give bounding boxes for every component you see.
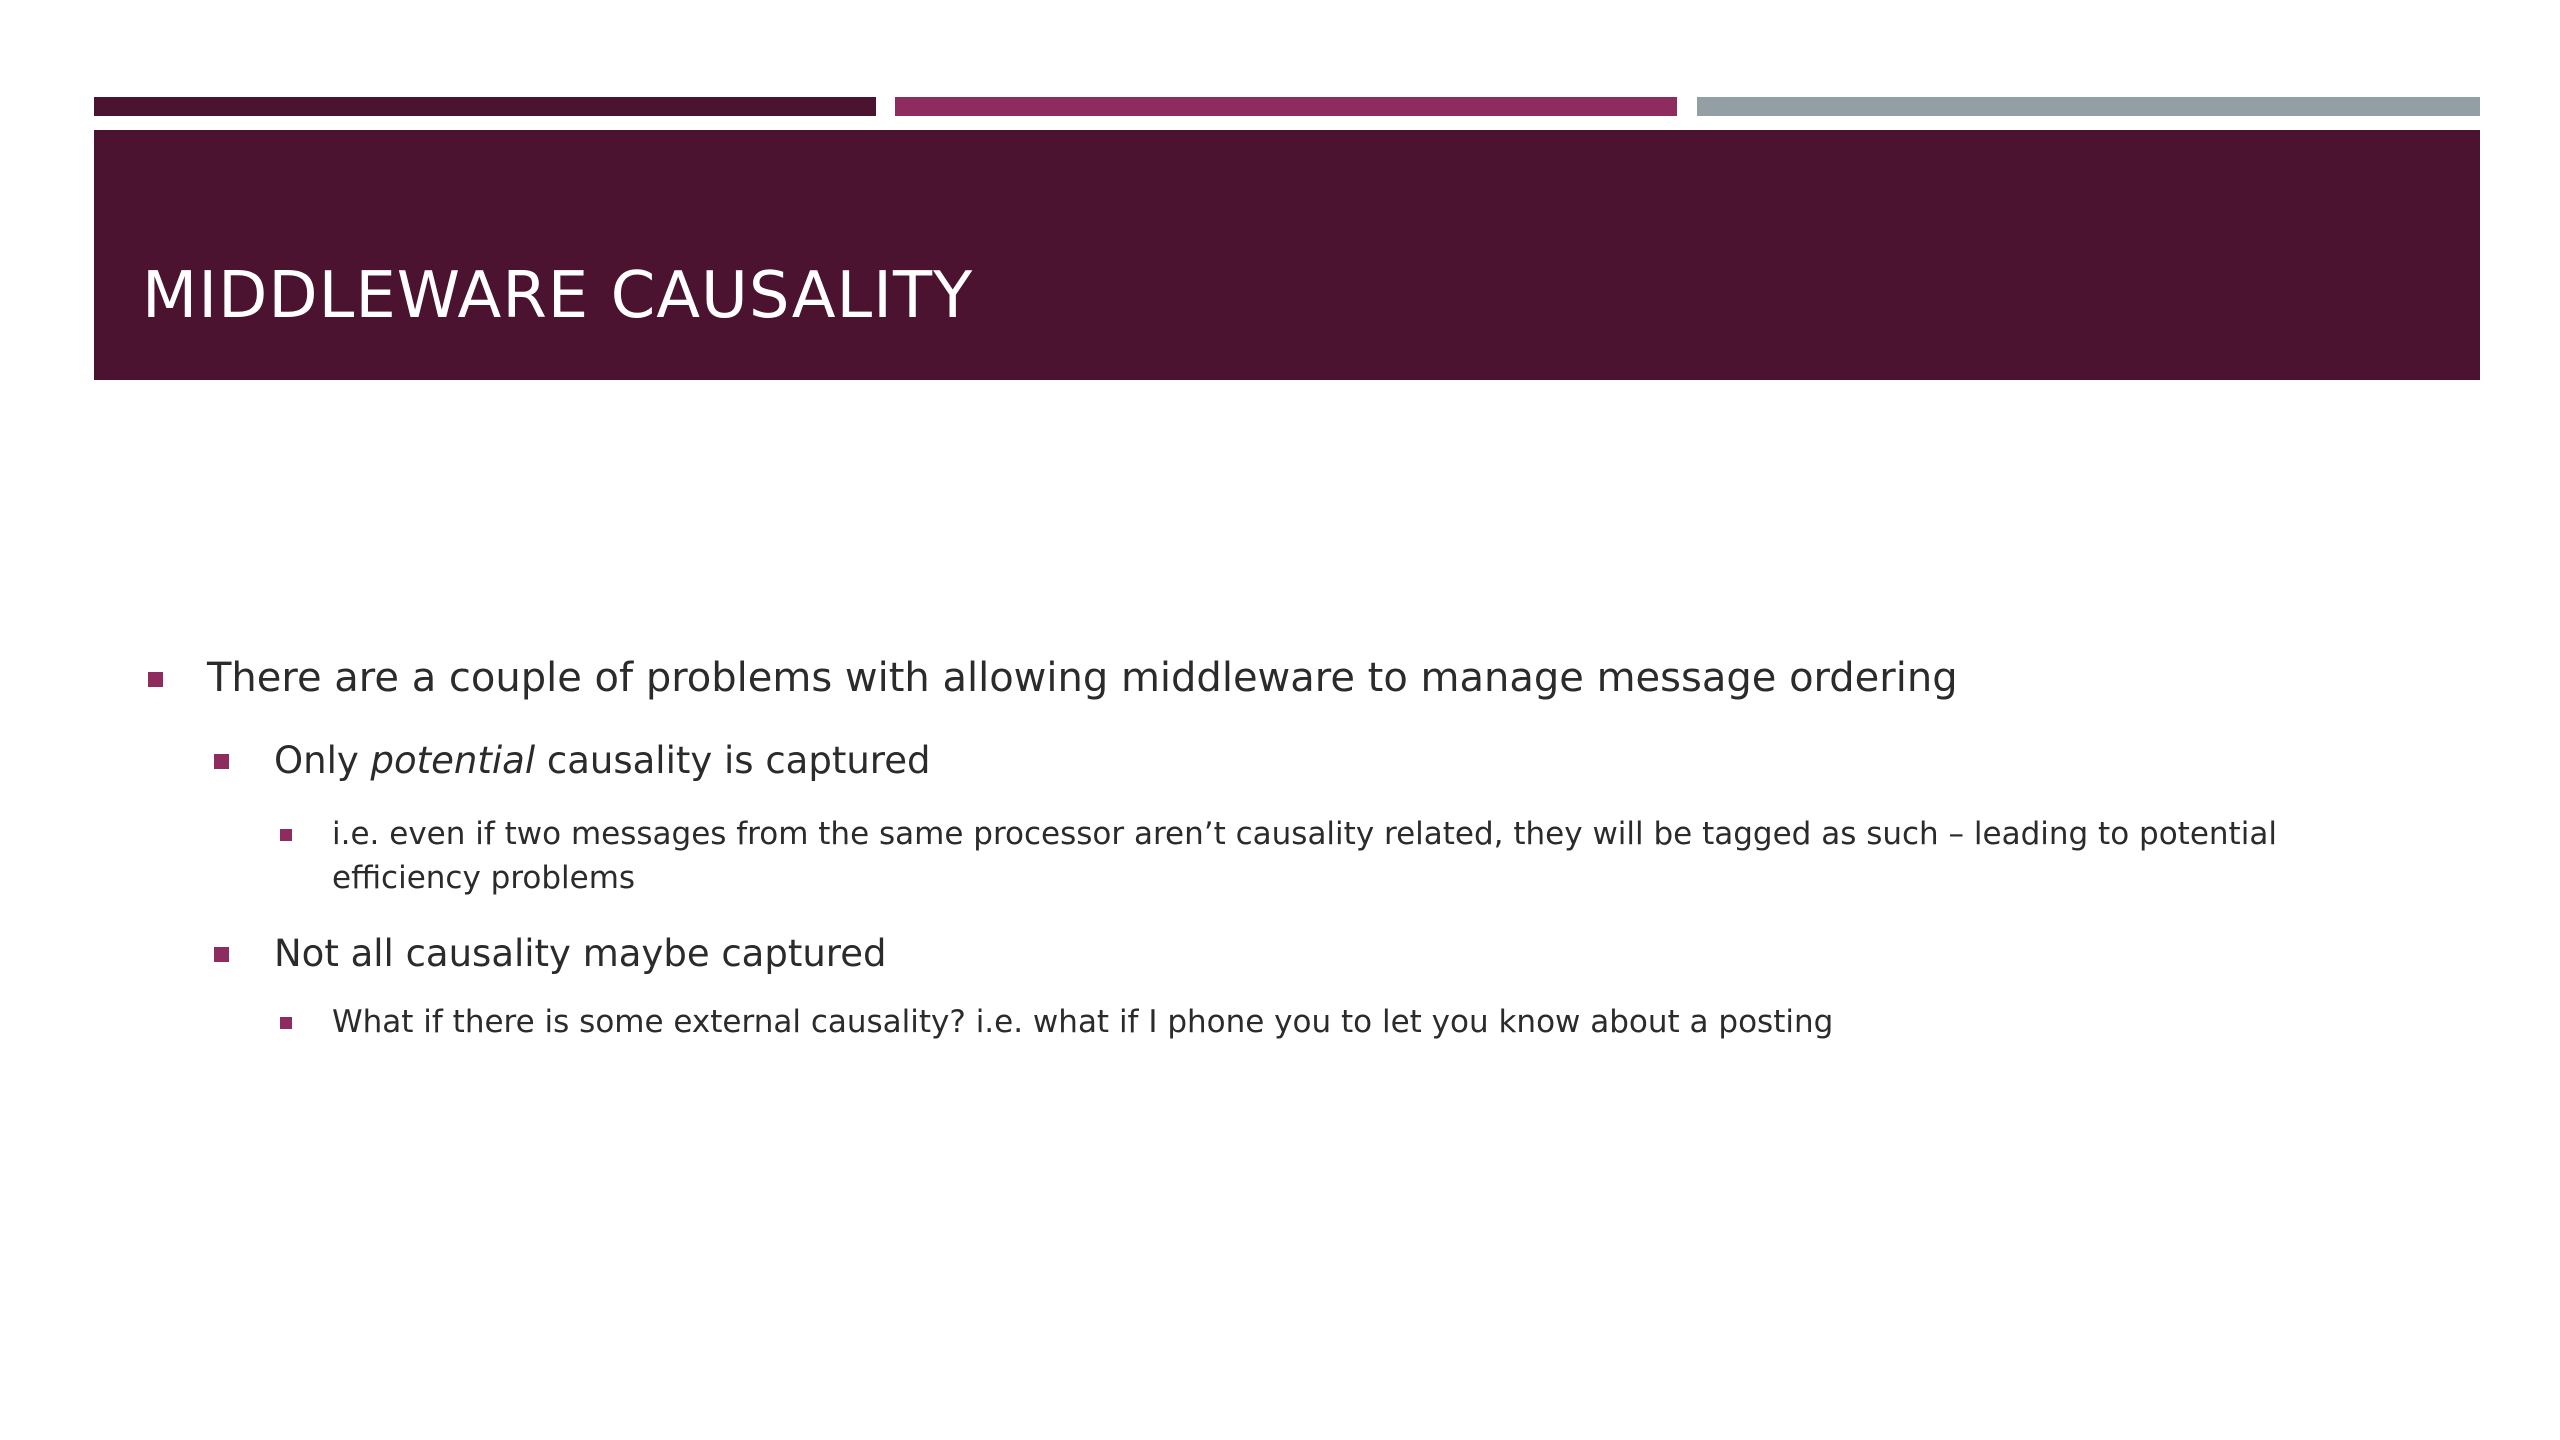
square-bullet-icon — [214, 754, 229, 769]
bullet-text: i.e. even if two messages from the same processor aren’t causality related, they will be tagged as such – leading to potential efficiency problems — [332, 816, 2277, 896]
bullet-level-1 — [207, 652, 2457, 704]
bullet-level-3 — [332, 812, 2362, 900]
square-bullet-icon — [280, 1017, 292, 1029]
bullet-text-start: Only — [274, 739, 371, 782]
bullet-level-2 — [274, 737, 2454, 785]
slide-title: MIDDLEWARE CAUSALITY — [142, 259, 974, 333]
bullet-level-2 — [274, 930, 2454, 978]
bullet-text: What if there is some external causality? i.e. what if I phone you to let you know about a posting — [332, 1004, 1834, 1040]
square-bullet-icon — [214, 947, 229, 962]
square-bullet-icon — [148, 672, 163, 687]
bullet-text-end: causality is captured — [535, 739, 931, 782]
bullet-text-emphasis: potential — [370, 739, 536, 782]
bullet-level-3 — [332, 1000, 2362, 1044]
bullet-text: Not all causality maybe captured — [274, 932, 887, 975]
square-bullet-icon — [280, 829, 292, 841]
bullet-text: There are a couple of problems with allowing middleware to manage message ordering — [207, 655, 1958, 701]
